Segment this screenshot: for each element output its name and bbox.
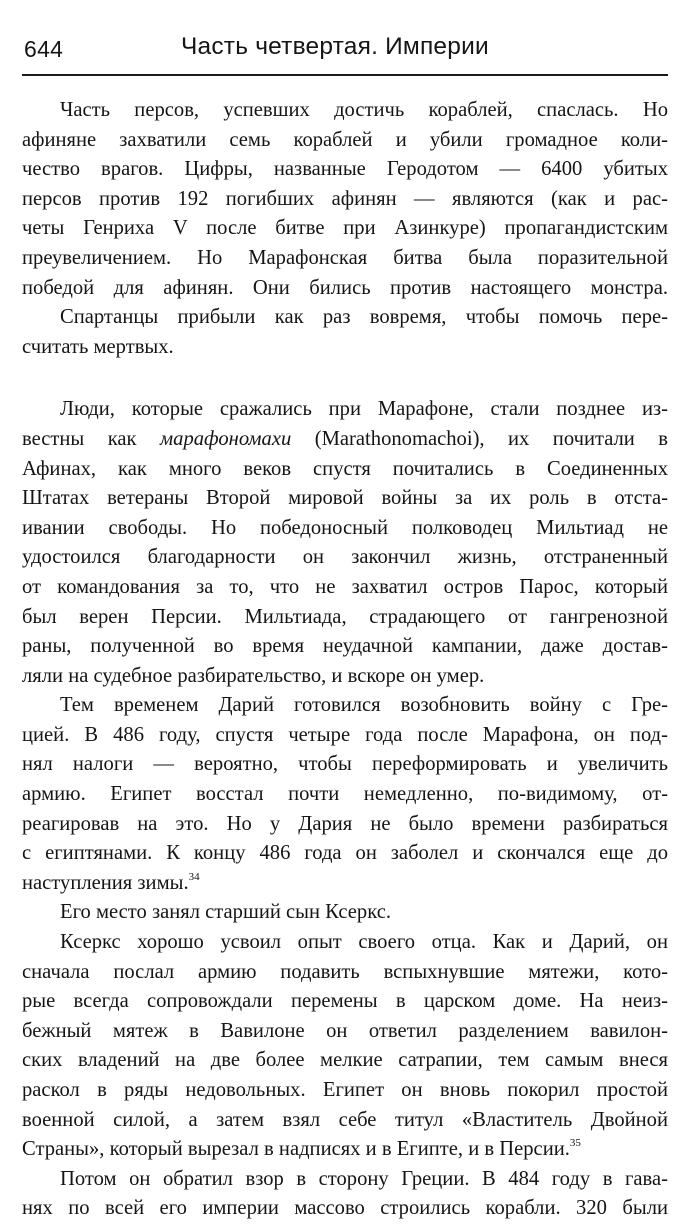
page-header xyxy=(22,28,668,78)
text-line: нял налоги — вероятно, чтобы переформировать и увеличить xyxy=(22,753,668,776)
text-line: с египтянами. К концу 486 года он заболел и скончался еще до xyxy=(22,842,668,865)
text-line xyxy=(22,869,668,899)
section-break xyxy=(22,362,668,395)
text-line: афиняне захватили семь кораблей и убили громадное коли- xyxy=(22,128,668,151)
paragraph xyxy=(22,303,668,362)
text-line: Ксеркс хорошо усвоил опыт своего отца. Как и Дарий, он xyxy=(60,931,668,954)
paragraph xyxy=(22,395,668,691)
running-head: Часть четвертая. Империи xyxy=(181,33,489,60)
text-line: Люди, которые сражались при Марафоне, стали позднее из- xyxy=(60,398,668,421)
text-line: ских владений на две более мелкие сатрапии, тем самым внеся xyxy=(22,1049,668,1072)
text-line: Афинах, как много веков спустя почитались в Соединенных xyxy=(22,457,668,480)
text-line: был верен Персии. Мильтиада, страдающего от гангренозной xyxy=(22,605,668,628)
text-line: сначала послал армию подавить вспыхнувшие мятежи, кото- xyxy=(22,960,668,983)
text-line: преувеличением. Но Марафонская битва была поразительной xyxy=(22,246,668,269)
text-line: реагировав на это. Но у Дария не было времени разбираться xyxy=(22,812,668,835)
text-line: считать мертвых. xyxy=(22,335,174,358)
text-line: военной силой, а затем взял себе титул «Властитель Двойной xyxy=(22,1108,668,1131)
text-line: рые всегда сопровождали перемены в царском доме. На неиз- xyxy=(22,990,668,1013)
text-line: Спартанцы прибыли как раз вовремя, чтобы помочь пере- xyxy=(60,306,668,329)
text-line xyxy=(22,425,668,455)
body-text xyxy=(22,96,668,1224)
text-span: вестны как xyxy=(22,427,160,450)
text-line: удостоился благодарности он закончил жизнь, отстраненный xyxy=(22,546,668,569)
text-span: Страны», который вырезал в надписях и в Египте, и в Персии. xyxy=(22,1138,570,1161)
text-line: Штатах ветераны Второй мировой войны за их роль в отста- xyxy=(22,487,668,510)
text-line: бежный мятеж в Вавилоне он ответил разделением вавилон- xyxy=(22,1019,668,1042)
footnote-marker: 34 xyxy=(188,870,200,883)
text-line: ляли на судебное разбирательство, и вскоре он умер. xyxy=(22,664,485,687)
text-line: раскол в ряды недовольных. Египет он вновь покорил простой xyxy=(22,1079,668,1101)
text-line: Его место занял старший сын Ксеркс. xyxy=(60,901,392,924)
text-line: Тем временем Дарий готовился возобновить войну с Гре- xyxy=(60,694,668,717)
header-rule xyxy=(22,74,668,76)
italic-term: марафономахи xyxy=(160,427,292,450)
text-line: армию. Египет восстал почти немедленно, по-видимому, от- xyxy=(22,783,668,806)
text-span: (Marathonomachoi), их почитали в xyxy=(291,427,669,450)
text-line: четы Генриха V после битве при Азинкуре) пропагандистским xyxy=(22,217,668,240)
paragraph xyxy=(22,691,668,898)
text-line: цией. В 486 году, спустя четыре года после Марафона, он под- xyxy=(22,723,668,746)
page-number: 644 xyxy=(24,36,64,62)
text-line: раны, полученной во время неудачной кампании, даже достав- xyxy=(22,635,668,658)
text-line: Потом он обратил взор в сторону Греции. В 484 году в гава- xyxy=(60,1167,668,1190)
paragraph xyxy=(22,1165,668,1224)
paragraph xyxy=(22,96,668,303)
text-line: победой для афинян. Они бились против настоящего монстра. xyxy=(22,276,668,299)
text-line: Часть персов, успевших достичь кораблей, спаслась. Но xyxy=(60,99,668,121)
paragraph xyxy=(22,928,668,1165)
footnote-marker: 35 xyxy=(569,1137,581,1150)
text-line: ивании свободы. Но победоносный полководец Мильтиад не xyxy=(22,516,668,539)
text-line: чество врагов. Цифры, названные Геродотом — 6400 убитых xyxy=(22,158,668,181)
text-span: наступления зимы. xyxy=(22,871,189,894)
text-line: от командования за то, что не захватил остров Парос, который xyxy=(22,575,668,598)
text-line: нях по всей его империи массово строились корабли. 320 были xyxy=(22,1197,668,1220)
text-line: персов против 192 погибших афинян — являются (как и рас- xyxy=(22,187,668,210)
paragraph xyxy=(22,898,668,928)
